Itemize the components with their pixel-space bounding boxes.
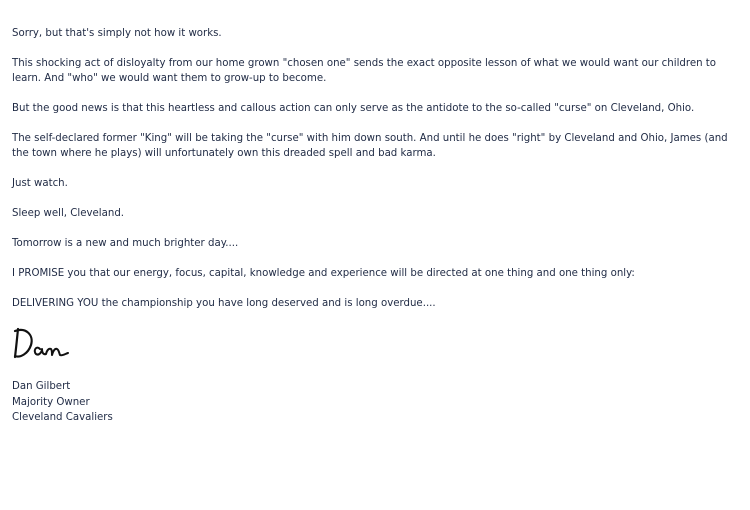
- paragraph-delivering: DELIVERING YOU the championship you have long deserved and is long overdue....: [12, 298, 436, 309]
- paragraph-good-news: But the good news is that this heartless and callous action can only serve as the antidote to the so-called "curse" on Cleveland, Ohio.: [12, 103, 695, 114]
- signer-title: Majority Owner: [12, 396, 90, 408]
- paragraph-promise: I PROMISE you that our energy, focus, capital, knowledge and experience will be directed at one thing and one thing only:: [12, 268, 635, 279]
- letter-body: [12, 26, 740, 426]
- handwritten-signature: [12, 325, 72, 365]
- closing-block: [12, 379, 740, 426]
- paragraph-just-watch: Just watch.: [12, 178, 68, 189]
- paragraph-disloyalty: This shocking act of disloyalty from our home grown "chosen one" sends the exact opposite lesson of what we would want our children to learn. And "who" we would want them to grow-up to become.: [12, 58, 717, 84]
- signer-organization: Cleveland Cavaliers: [12, 412, 113, 423]
- paragraph-tomorrow: Tomorrow is a new and much brighter day....: [12, 238, 239, 249]
- paragraph-sleep-well: Sleep well, Cleveland.: [12, 208, 125, 219]
- paragraph-opening: Sorry, but that's simply not how it works.: [12, 28, 222, 39]
- paragraph-curse: The self-declared former "King" will be taking the "curse" with him down south. And until he does "right" by Cleveland and Ohio, James (and the town where he plays) will unfortunately own this dreaded spell and bad karma.: [12, 133, 728, 159]
- signer-name: Dan Gilbert: [12, 381, 71, 392]
